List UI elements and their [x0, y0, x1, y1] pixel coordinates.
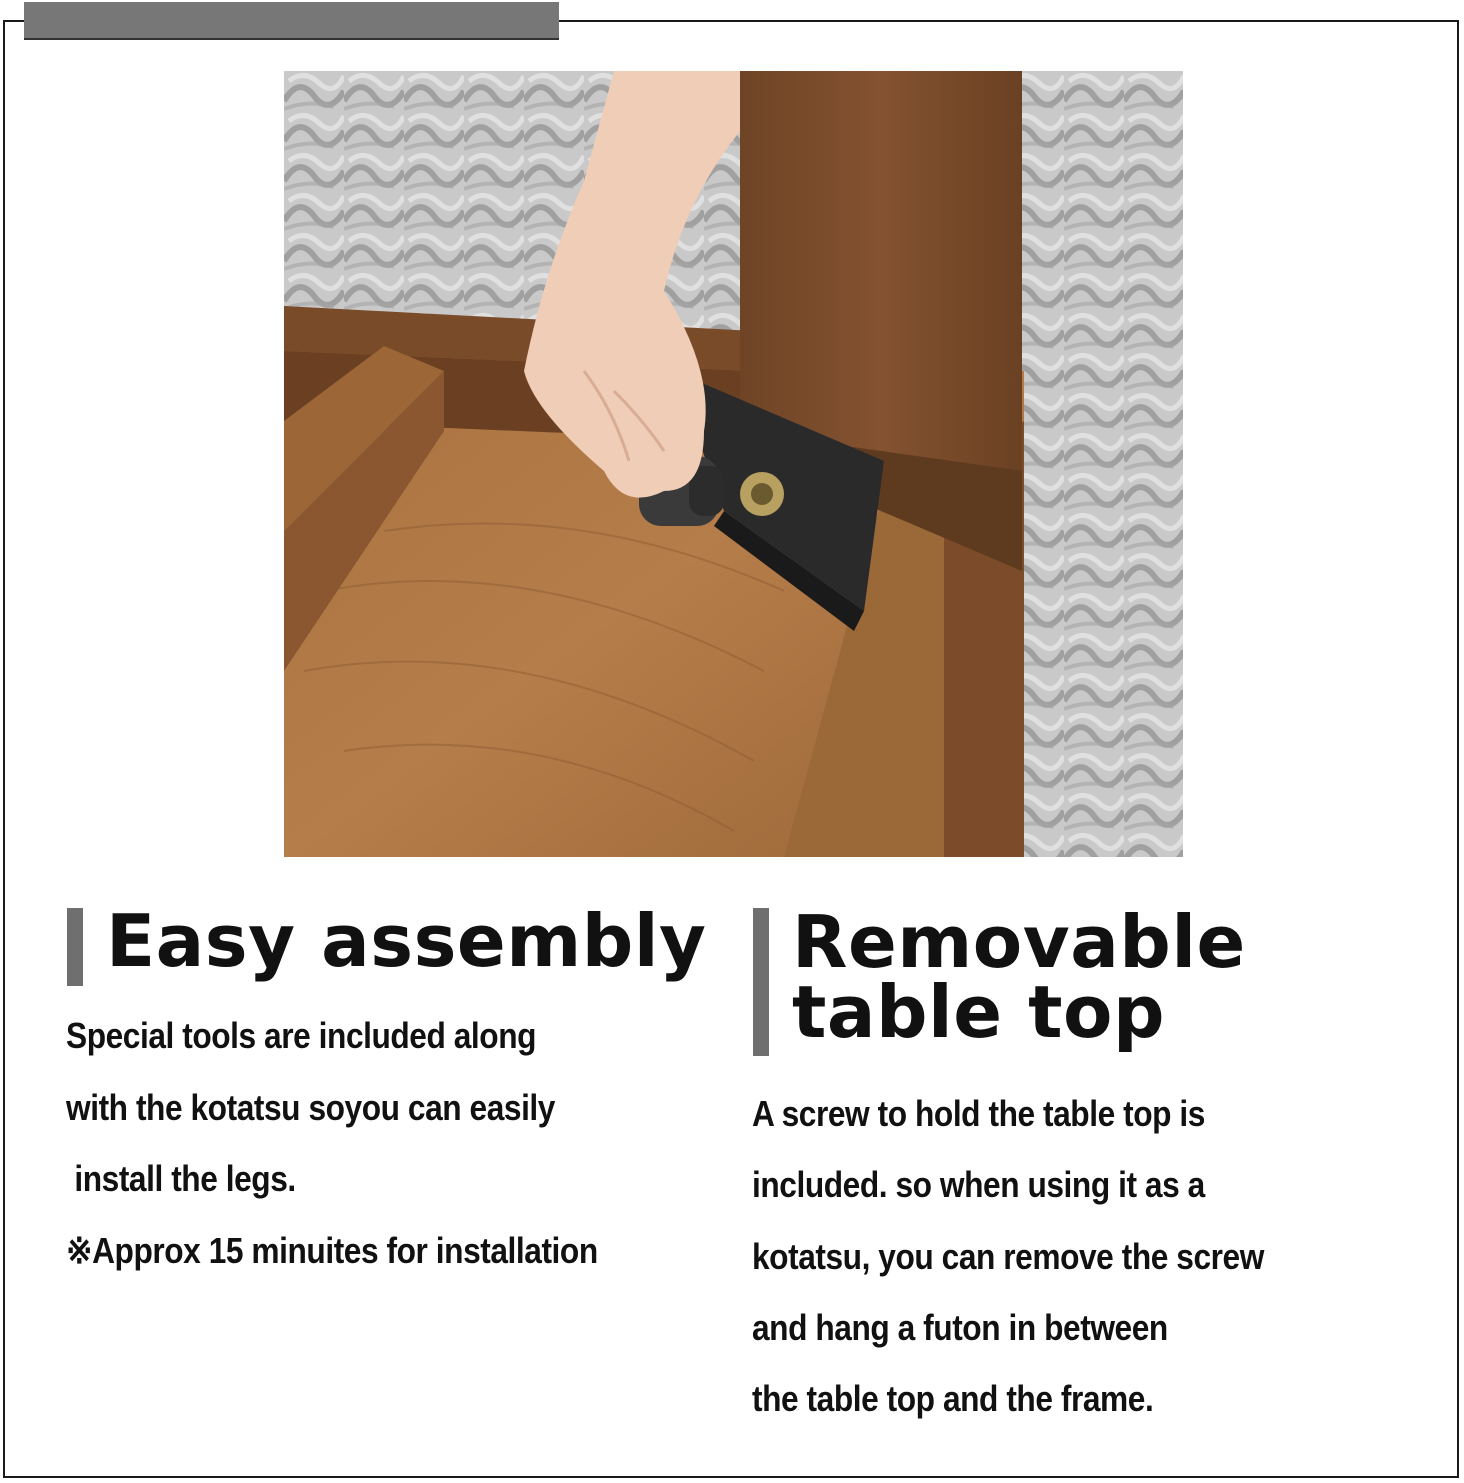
- body-line: the table top and the frame.: [752, 1378, 1154, 1419]
- section-accent-bar: [67, 908, 83, 986]
- table-leg: [740, 71, 1022, 471]
- body-line: install the legs.: [66, 1158, 296, 1199]
- product-photo: [284, 71, 1183, 857]
- body-line: with the kotatsu soyou can easily: [66, 1087, 555, 1128]
- section-heading-removable: Removable: [792, 900, 1246, 984]
- section-heading-table-top: table top: [792, 970, 1166, 1054]
- top-tab-bar: [24, 2, 559, 40]
- kotatsu-assembly-illustration: [284, 71, 1183, 857]
- section-heading-easy-assembly: Easy assembly: [106, 899, 707, 983]
- section-accent-bar: [753, 908, 769, 1056]
- body-line: and hang a futon in between: [752, 1307, 1168, 1348]
- body-line: Special tools are included along: [66, 1015, 537, 1056]
- body-line: included. so when using it as a: [752, 1164, 1205, 1205]
- body-line: kotatsu, you can remove the screw: [752, 1236, 1264, 1277]
- body-line: ※Approx 15 minuites for installation: [66, 1230, 598, 1271]
- body-line: A screw to hold the table top is: [752, 1093, 1205, 1134]
